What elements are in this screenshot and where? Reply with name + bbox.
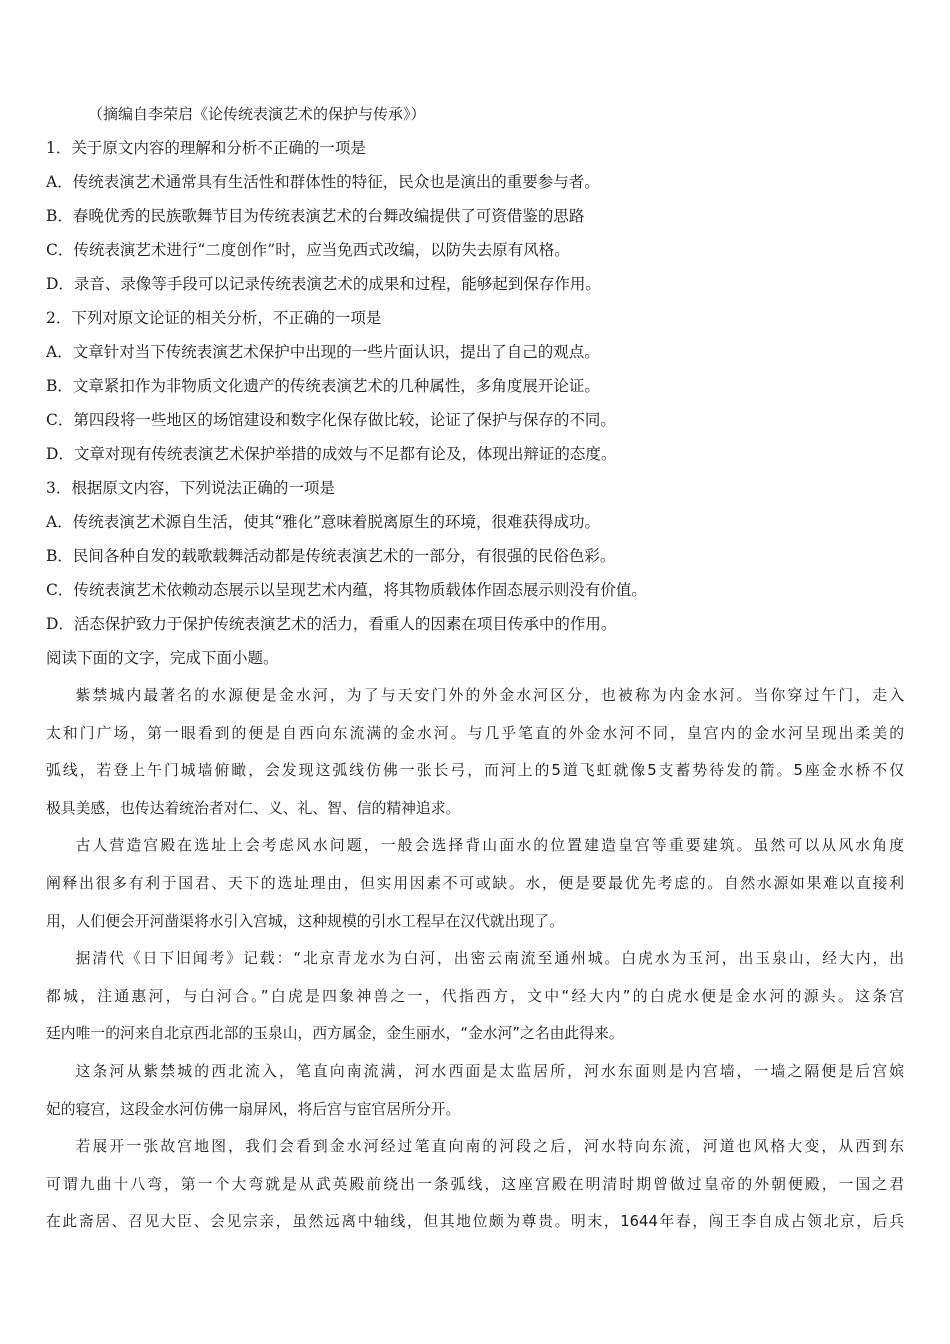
question-stem: 3．根据原文内容，下列说法正确的一项是 (46, 479, 335, 497)
option-c: C．传统表演艺术进行“二度创作”时，应当免西式改编，以防失去原有风格。 (46, 241, 570, 259)
passage-paragraph-2 (46, 827, 904, 940)
question-3 (46, 471, 904, 641)
question-stem: 2．下列对原文论证的相关分析，不正确的一项是 (46, 309, 382, 327)
passage-paragraph-1 (46, 677, 904, 827)
option-c: C．传统表演艺术依赖动态展示以呈现艺术内蕴，将其物质载体作固态展示则没有价值。 (46, 581, 647, 599)
passage-line: 弧线，若登上午门城墙俯瞰，会发现这弧线仿佛一张长弓，而河上的5道飞虹就像5支蓄势待发的箭。5座金水桥不仅 (46, 762, 904, 780)
source-citation: （摘编自李荣启《论传统表演艺术的保护与传承》） (88, 105, 426, 123)
reading-passage (46, 677, 904, 1241)
passage-line: 阐释出很多有利于国君、天下的选址理由，但实用因素不可或缺。水，便是要最优先考虑的。自然水源如果难以直接利 (46, 874, 904, 892)
passage-line: 古人营造宫殿在选址上会考虑风水问题，一般会选择背山面水的位置建造皇宫等重要建筑。虽然可以从风水角度 (75, 837, 904, 855)
passage-paragraph-5 (46, 1128, 904, 1241)
passage-line: 可谓九曲十八弯，第一个大弯就是从武英殿前绕出一条弧线，这座宫殿在明清时期曾做过皇帝的外朝便殿，一国之君 (46, 1175, 904, 1193)
passage-line: 妃的寝宫，这段金水河仿佛一扇屏风，将后宫与宦官居所分开。 (46, 1100, 461, 1118)
passage-line: 紫禁城内最著名的水源便是金水河，为了与天安门外的外金水河区分，也被称为内金水河。当你穿过午门，走入 (75, 687, 904, 704)
passage-paragraph-3 (46, 940, 904, 1053)
passage-line: 用，人们便会开河凿渠将水引入宫城，这种规模的引水工程早在汉代就出现了。 (46, 912, 564, 930)
passage-line: 这条河从紫禁城的西北流入，笔直向南流满，河水西面是太监居所，河水东面则是内宫墙，一墙之隔便是后宫嫔 (75, 1062, 904, 1080)
option-d: D．录音、录像等手段可以记录传统表演艺术的成果和过程，能够起到保存作用。 (46, 275, 601, 293)
passage-line: 极具美感，也传达着统治者对仁、义、礼、智、信的精神追求。 (46, 799, 461, 817)
question-2 (46, 301, 904, 471)
passage-line: 在此斋居、召见大臣、会见宗亲，虽然远离中轴线，但其地位颇为尊贵。明末，1644年春，闯王李自成占领北京，后兵 (46, 1213, 904, 1231)
option-a: A．传统表演艺术源自生活，使其“雅化”意味着脱离原生的环境，很难获得成功。 (46, 513, 601, 531)
question-stem: 1．关于原文内容的理解和分析不正确的一项是 (46, 139, 366, 157)
passage-line: 都城，注通惠河，与白河合。”白虎是四象神兽之一，代指西方，文中“经大内”的白虎水便是金水河的源头。这条宫 (46, 987, 904, 1005)
passage-line: 若展开一张故宫地图，我们会看到金水河经过笔直向南的河段之后，河水特向东流，河道也风格大变，从西到东 (75, 1138, 904, 1156)
passage-line: 据清代《日下旧闻考》记载：“北京青龙水为白河，出密云南流至通州城。白虎水为玉河，出玉泉山，经大内，出 (75, 950, 904, 968)
passage-line: 太和门广场，第一眼看到的便是自西向东流满的金水河。与几乎笔直的外金水河不同，皇宫内的金水河呈现出柔美的 (46, 724, 904, 742)
option-a: A．文章针对当下传统表演艺术保护中出现的一些片面认识，提出了自己的观点。 (46, 343, 600, 361)
option-b: B．文章紧扣作为非物质文化遗产的传统表演艺术的几种属性，多角度展开论证。 (46, 377, 600, 395)
reading-instruction: 阅读下面的文字，完成下面小题。 (46, 649, 279, 667)
option-c: C．第四段将一些地区的场馆建设和数字化保存做比较，论证了保护与保存的不同。 (46, 411, 616, 429)
option-d: D．活态保护致力于保护传统表演艺术的活力，看重人的因素在项目传承中的作用。 (46, 615, 617, 633)
option-a: A．传统表演艺术通常具有生活性和群体性的特征，民众也是演出的重要参与者。 (46, 173, 600, 191)
option-b: B．春晚优秀的民族歌舞节目为传统表演艺术的台舞改编提供了可资借鉴的思路 (46, 207, 585, 225)
passage-line: 廷内唯一的河来自北京西北部的玉泉山，西方属金，金生丽水，“金水河”之名由此得来。 (46, 1025, 624, 1043)
question-1 (46, 131, 904, 301)
passage-paragraph-4 (46, 1053, 904, 1128)
option-d: D．文章对现有传统表演艺术保护举措的成效与不足都有论及，体现出辩证的态度。 (46, 445, 617, 463)
option-b: B．民间各种自发的载歌载舞活动都是传统表演艺术的一部分，有很强的民俗色彩。 (46, 547, 616, 565)
